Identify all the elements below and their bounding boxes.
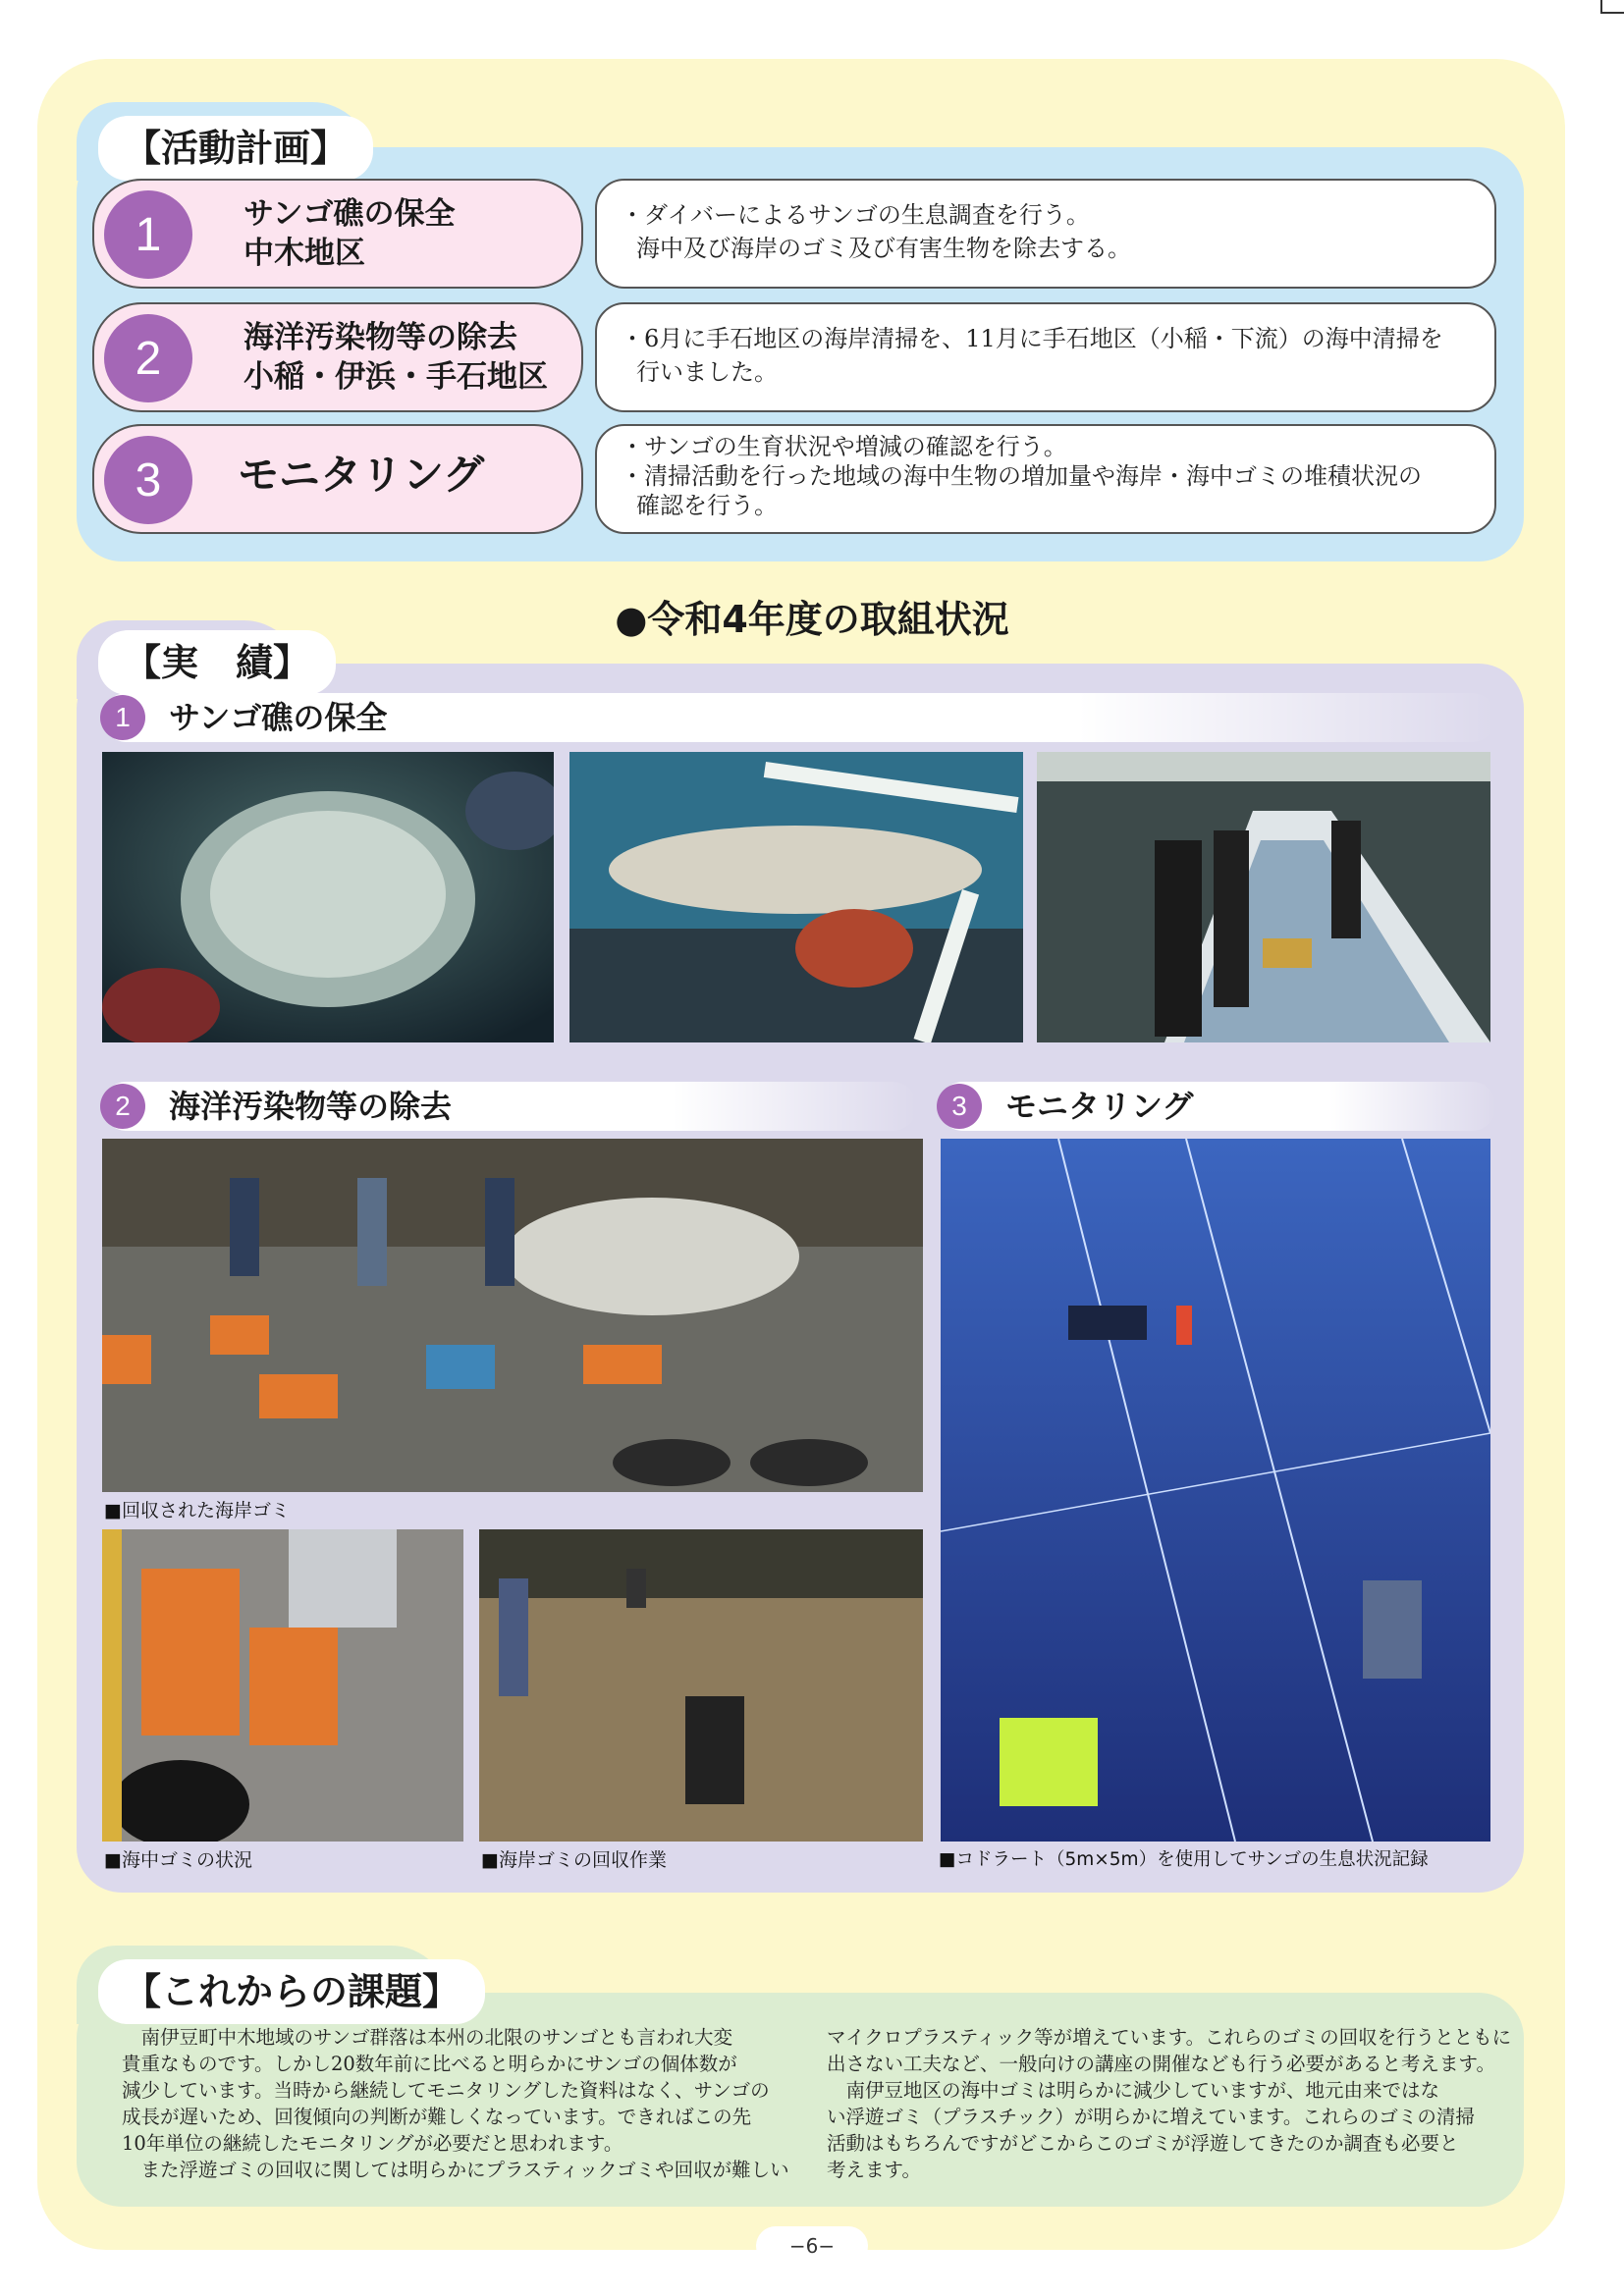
plan-item-description: ・6月に手石地区の海岸清掃を、11月に手石地区（小稲・下流）の海中清掃を 行いました。 <box>595 302 1496 412</box>
result-heading-number: 2 <box>100 1084 145 1129</box>
plan-item-number: 1 <box>104 190 192 279</box>
divers-boat-photo <box>1037 752 1490 1042</box>
table-coral-photo <box>569 752 1023 1042</box>
results-tab-label: 【実 績】 <box>98 630 336 695</box>
caption-quadrat: ■コドラート（5m×5m）を使用してサンゴの生息状況記録 <box>939 1849 1429 1870</box>
challenges-tab-label: 【これからの課題】 <box>98 1959 485 2024</box>
plan-tab-label: 【活動計画】 <box>98 116 373 181</box>
beach-trash-photo <box>102 1139 923 1492</box>
result-heading-number: 3 <box>937 1084 982 1129</box>
plan-item-title: 海洋汚染物等の除去 小稲・伊浜・手石地区 <box>244 320 548 395</box>
challenges-text-right: マイクロプラスティック等が増えています。これらのゴミの回収を行うとともに 出さない工夫など、一般向けの講座の開催なども行う必要があると考えます。 南伊豆地区の海中ゴミは明らかに減少していますが、地元由来ではな い浮遊ゴミ（プラスチック）が明らかに増えています。これらのゴミの清掃 活動はもちろんですがどこからこのゴミが浮遊してきたのか調査も必要と 考えます。 <box>827 2026 1512 2181</box>
result-heading-monitoring <box>939 1082 1496 1131</box>
result-heading-title: 海洋汚染物等の除去 <box>169 1088 453 1125</box>
plan-item-title-box <box>92 424 583 534</box>
plan-item-1 <box>92 179 1506 289</box>
trash-collection-photo <box>479 1529 923 1842</box>
caption-collection-work: ■海岸ゴミの回収作業 <box>481 1849 667 1871</box>
coral-photo <box>102 752 554 1042</box>
result-heading-number: 1 <box>100 695 145 740</box>
result-heading-pollution <box>102 1082 917 1131</box>
challenges-text-left: 南伊豆町中木地域のサンゴ群落は本州の北限のサンゴとも言われ大変 貴重なものです。しかし20数年前に比べると明らかにサンゴの個体数が 減少しています。当時から継続してモニタリングした資料はなく、サンゴの 成長が遅いため、回復傾向の判断が難しくなっています。できればこの先 10年単位の継続したモニタリングが必要だと思われます。 また浮遊ゴミの回収に関しては明らかにプラスティックゴミや回収が難しい <box>122 2026 789 2181</box>
page-number: −6− <box>756 2226 868 2266</box>
plan-item-title-box <box>92 179 583 289</box>
plan-item-title-box <box>92 302 583 412</box>
crop-mark <box>1602 12 1624 14</box>
caption-beach-trash: ■回収された海岸ゴミ <box>104 1500 290 1522</box>
plan-item-3 <box>92 424 1506 534</box>
plan-item-number: 3 <box>104 436 192 524</box>
plan-item-description: ・サンゴの生育状況や増減の確認を行う。 ・清掃活動を行った地域の海中生物の増加量や海岸・海中ゴミの堆積状況の 確認を行う。 <box>595 424 1496 534</box>
result-heading-title: モニタリング <box>1005 1088 1194 1125</box>
plan-item-description: ・ダイバーによるサンゴの生息調査を行う。 海中及び海岸のゴミ及び有害生物を除去する。 <box>595 179 1496 289</box>
caption-sea-trash: ■海中ゴミの状況 <box>104 1849 252 1871</box>
section-heading: ●令和4年度の取組状況 <box>615 598 1009 641</box>
sea-trash-photo <box>102 1529 463 1842</box>
plan-item-title: モニタリング <box>238 451 485 499</box>
monitoring-dive-photo <box>941 1139 1490 1842</box>
result-heading-title: サンゴ礁の保全 <box>169 699 388 736</box>
plan-item-title: サンゴ礁の保全 中木地区 <box>244 196 456 271</box>
plan-item-2 <box>92 302 1506 412</box>
result-heading-coral <box>102 693 1496 742</box>
plan-item-number: 2 <box>104 314 192 402</box>
